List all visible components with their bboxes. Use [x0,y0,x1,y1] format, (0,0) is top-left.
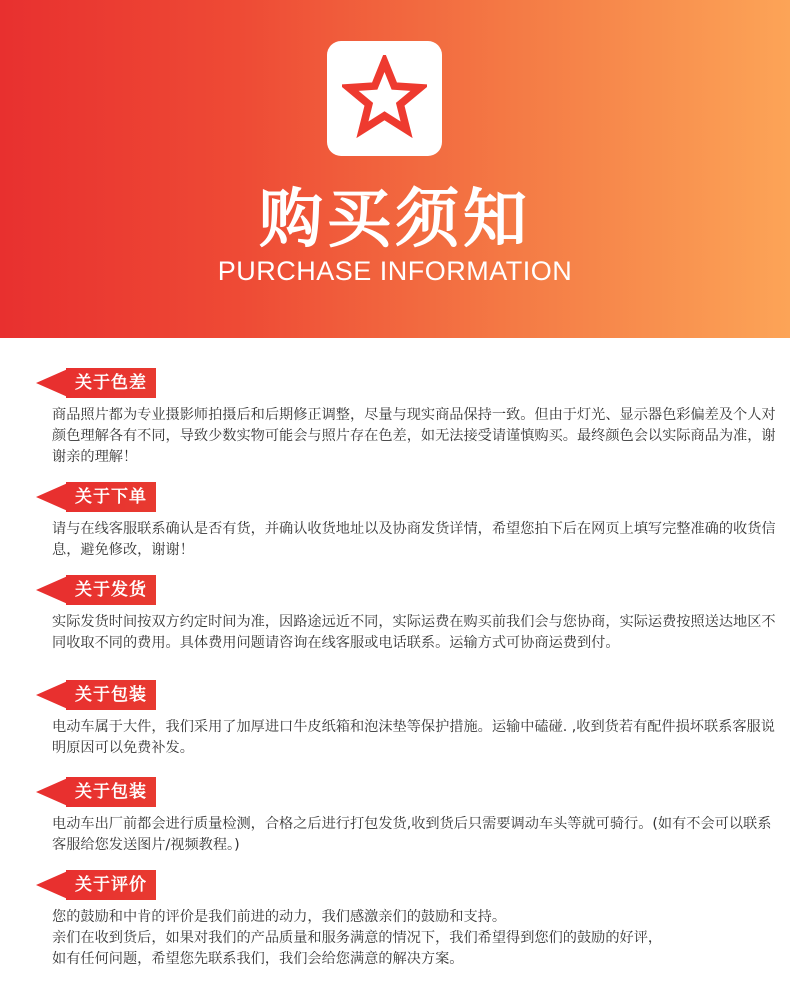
tag-arrow-icon [36,777,70,807]
section-text: 电动车出厂前都会进行质量检测，合格之后进行打包发货,收到货后只需要调动车头等就可骑行。(如有不会可以联系客服给您发送图片/视频教程。) [52,816,772,853]
tag-arrow-icon [36,368,70,398]
page-title: 购买须知 [259,183,531,257]
tag-arrow-icon [36,870,70,900]
section-tag [36,368,156,398]
section-text: 请与在线客服联系确认是否有货，并确认收货地址以及协商发货详情，希望您拍下后在网页上填写完整准确的收货信息，避免修改，谢谢！ [52,521,776,558]
section-tag-label: 关于色差 [66,368,156,398]
section-text: 商品照片都为专业摄影师拍摄后和后期修正调整，尽量与现实商品保持一致。但由于灯光、显示器色彩偏差及个人对颜色理解各有不同，导致少数实物可能会与照片存在色差，如无法接受请谨慎购买。最终颜色会以实际商品为准，谢谢亲的理解！ [52,407,776,465]
section-tag-label: 关于下单 [66,482,156,512]
logo-tile [327,41,442,156]
section-tag [36,870,156,900]
section-text: 电动车属于大件，我们采用了加厚进口牛皮纸箱和泡沫垫等保护措施。运输中磕碰. ,收到货若有配件损坏联系客服说明原因可以免费补发。 [52,719,775,756]
section-tag-label: 关于评价 [66,870,156,900]
tag-arrow-icon [36,575,70,605]
page-subtitle: PURCHASE INFORMATION [217,256,573,286]
section-text: 实际发货时间按双方约定时间为准，因路途远近不同，实际运费在购买前我们会与您协商，实际运费按照送达地区不同收取不同的费用。具体费用问题请咨询在线客服或电话联系。运输方式可协商运费到付。 [52,614,776,651]
star-icon [342,55,427,140]
section-tag [36,777,156,807]
section-text: 您的鼓励和中肯的评价是我们前进的动力，我们感激亲们的鼓励和支持。 亲们在收到货后，如果对我们的产品质量和服务满意的情况下，我们希望得到您们的鼓励的好评， 如有任何问题，希望您先联系我们，我们会给您满意的解决方案。 [52,909,663,967]
section-tag-label: 关于包装 [66,777,156,807]
section-tag [36,482,156,512]
section-tag [36,680,156,710]
section-tag [36,575,156,605]
section-tag-label: 关于包装 [66,680,156,710]
tag-arrow-icon [36,680,70,710]
tag-arrow-icon [36,482,70,512]
section-tag-label: 关于发货 [66,575,156,605]
header-banner [0,0,790,338]
